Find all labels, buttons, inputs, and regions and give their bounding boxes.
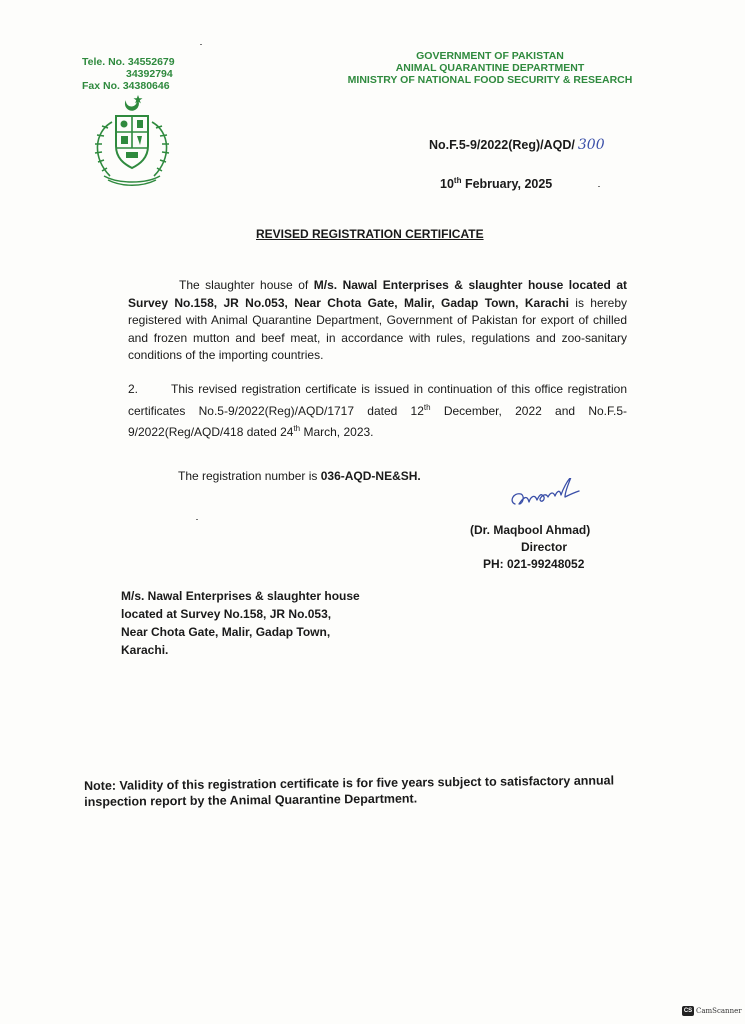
registration-number-line [178, 469, 421, 483]
department-header [330, 50, 650, 86]
scan-speck [200, 44, 202, 45]
address-line-1: M/s. Nawal Enterprises & slaughter house [121, 589, 360, 603]
reference-number-text: No.F.5-9/2022(Reg)/AQD/ [429, 138, 575, 152]
signatory-block [468, 522, 618, 573]
fax-number: Fax No. 34380646 [82, 80, 170, 92]
paragraph-1-body: is hereby registered with Animal Quarantine Department, Government of Pakistan for export of chilled and frozen mutton and beef meat, in accordance with rules, regulations and zoo-sanitary conditions of the importing countries. [128, 295, 627, 362]
paragraph-2-text-b: December, 2022 and No.F.5-9/2022(Reg/AQD/418 dated 24 [128, 403, 627, 439]
reference-number [429, 137, 605, 153]
address-line-2: located at Survey No.158, JR No.053, [121, 607, 332, 621]
signatory-designation: Director [521, 540, 568, 554]
camscanner-logo-icon: CS [683, 1008, 693, 1014]
paragraph-2-text-a: This revised registration certificate is issued in continuation of this office registration certificates No.5-9/2022(Reg)/AQD/1717 dated 12 [128, 382, 627, 418]
certificate-title: REVISED REGISTRATION CERTIFICATE [256, 227, 484, 241]
government-of-pakistan-emblem-icon [82, 92, 182, 188]
header-line-ministry: MINISTRY OF NATIONAL FOOD SECURITY & RESEARCH [347, 74, 633, 86]
paragraph-1-intro: The slaughter house of [179, 278, 314, 292]
recipient-address [121, 587, 360, 659]
camscanner-watermark [682, 1006, 742, 1016]
date-rest: February, 2025 [461, 177, 553, 192]
camscanner-label: CamScanner [696, 1007, 742, 1015]
paragraph-2-number: 2. [128, 382, 139, 396]
signatory-name: (Dr. Maqbool Ahmad) [470, 523, 591, 537]
scan-speck [196, 519, 198, 520]
paragraph-2 [128, 381, 627, 442]
contact-block [82, 56, 175, 92]
validity-note: Note: Validity of this registration certificate is for five years subject to satisfactory annual inspection report by the Animal Quarantine Department. [84, 773, 615, 809]
tele-number-1: Tele. No. 34552679 [82, 56, 175, 68]
signature-icon [505, 478, 595, 512]
signatory-phone: PH: 021-99248052 [483, 557, 585, 571]
paragraph-2-sup-a: th [423, 402, 431, 412]
document-date [440, 176, 552, 191]
paragraph-2-sup-b: th [293, 424, 301, 433]
header-line-government: GOVERNMENT OF PAKISTAN [416, 50, 564, 62]
paragraph-2-text-c: March, 2023. [300, 425, 374, 439]
registration-label: The registration number is [178, 469, 321, 483]
paragraph-1 [128, 277, 627, 365]
date-day: 10 [440, 177, 454, 192]
address-line-4: Karachi. [121, 643, 169, 657]
tele-number-2: 34392794 [126, 68, 173, 80]
paragraph-1-establishment: M/s. Nawal Enterprises & slaughter house located at Survey No.158, JR No.053, Near Chota Gate, Malir, Gadap Town, Karachi [128, 278, 627, 310]
date-suffix: th [453, 176, 462, 185]
header-line-department: ANIMAL QUARANTINE DEPARTMENT [395, 62, 585, 74]
scan-speck [598, 186, 600, 187]
registration-number: 036-AQD-NE&SH. [320, 469, 421, 483]
reference-number-handwritten: 300 [577, 137, 605, 153]
address-line-3: Near Chota Gate, Malir, Gadap Town, [121, 625, 331, 639]
